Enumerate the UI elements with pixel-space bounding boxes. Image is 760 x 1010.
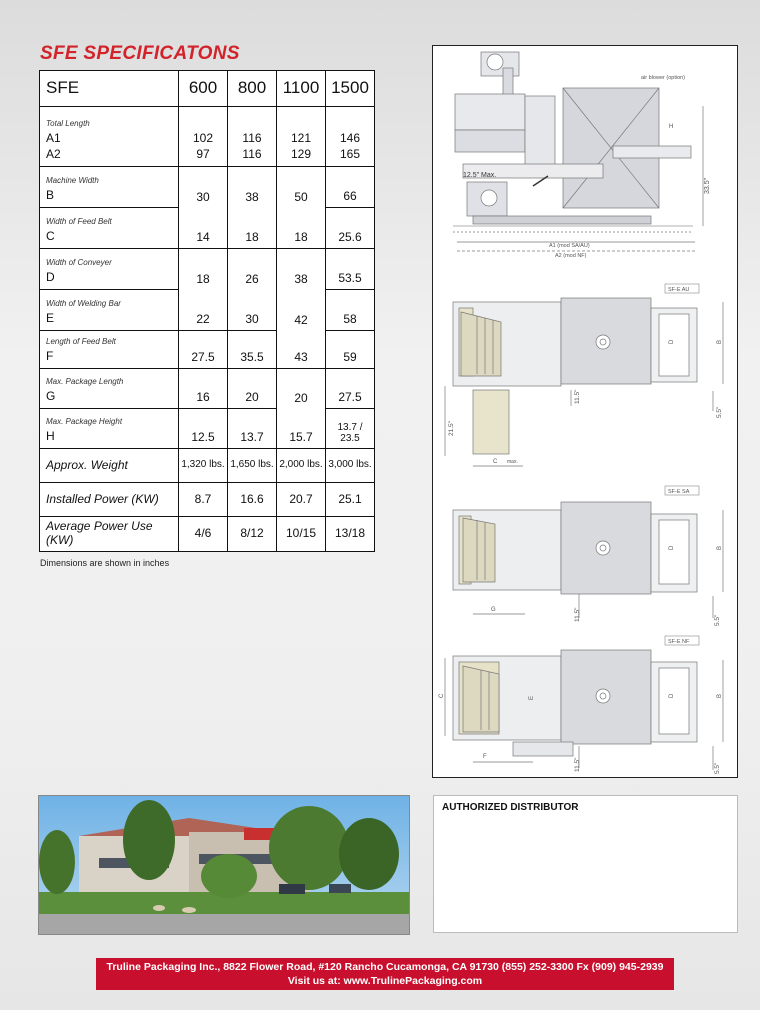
cell: 16	[179, 369, 228, 409]
header-1500: 1500	[326, 71, 375, 107]
nf-f-label: F	[483, 754, 487, 760]
spec-row-width	[40, 167, 375, 208]
sa-model-tag: SF-E SA	[668, 489, 690, 495]
cell: 102 97	[179, 107, 228, 167]
row-sub: Max. Package Height	[46, 417, 123, 426]
spec-header-row	[40, 71, 375, 107]
cell: 22	[179, 290, 228, 331]
au-11-5-label: 11.5"	[574, 389, 581, 404]
row-label: Approx. Weight	[40, 449, 179, 483]
au-max-label: max.	[507, 459, 518, 465]
row-sub: Width of Conveyer	[46, 258, 112, 267]
row-label: Installed Power (KW)	[40, 483, 179, 517]
cell: 14	[179, 208, 228, 249]
row-label	[40, 409, 179, 449]
au-b-label: B	[717, 339, 723, 344]
cell: 27.5	[326, 369, 375, 409]
cell: 4/6	[179, 517, 228, 552]
sa-5-5-label: 5.5"	[714, 614, 721, 626]
row-letter: A1	[46, 131, 61, 145]
spec-row-length	[40, 107, 375, 167]
header-model: SFE	[40, 71, 179, 107]
cell: 16.6	[228, 483, 277, 517]
row-letter: H	[46, 429, 55, 443]
row-sub: Width of Welding Bar	[46, 299, 121, 308]
row-label	[40, 167, 179, 208]
au-model-tag: SF-E AU	[668, 287, 690, 293]
machine-drawings	[433, 46, 739, 779]
row-letter: G	[46, 389, 56, 403]
cell: 116 116	[228, 107, 277, 167]
cell: 25.6	[326, 208, 375, 249]
height-dimension-label: 33.5"	[704, 177, 711, 194]
footer-bar	[96, 958, 674, 990]
air-blower-label: air blower (option)	[641, 75, 686, 81]
cell: 1,650 lbs.	[228, 449, 277, 483]
row-letter: F	[46, 349, 54, 363]
cell: 25.1	[326, 483, 375, 517]
spec-row-feed-belt-width	[40, 208, 375, 249]
sa-g-label: G	[491, 607, 496, 613]
sa-d-label: D	[669, 545, 675, 550]
sa-plan-drawing	[453, 502, 723, 618]
spec-row-average-power	[40, 517, 375, 552]
nf-d-label: D	[669, 693, 675, 698]
cell: 43	[277, 331, 326, 369]
cell: 8/12	[228, 517, 277, 552]
cell: 27.5	[179, 331, 228, 369]
cell: 2,000 lbs.	[277, 449, 326, 483]
footer-address: Truline Packaging Inc., 8822 Flower Road, #120 Rancho Cucamonga, CA 91730 (855) 252-3300 Fx (909) 945-2939	[106, 961, 664, 973]
page-title: SFE SPECIFICATONS	[40, 43, 240, 64]
building-photo	[38, 795, 410, 935]
row-sub: Length of Feed Belt	[46, 337, 116, 346]
spec-row-package-length	[40, 369, 375, 409]
cell: 50	[277, 167, 326, 208]
nf-b-label: B	[717, 693, 723, 698]
row-sub: Total Length	[46, 119, 90, 128]
row-label: Average Power Use (KW)	[40, 517, 179, 552]
cell: 35.5	[228, 331, 277, 369]
cell: 13.7 / 23.5	[326, 409, 375, 449]
row-label	[40, 290, 179, 331]
cell: 38	[277, 249, 326, 290]
cell: 30	[228, 290, 277, 331]
cell: 42	[277, 290, 326, 331]
spec-row-installed-power	[40, 483, 375, 517]
cell: 3,000 lbs.	[326, 449, 375, 483]
cell: 18	[228, 208, 277, 249]
row-sub: Width of Feed Belt	[46, 217, 112, 226]
row-letter: C	[46, 229, 55, 243]
cell: 20	[228, 369, 277, 409]
cell: 20.7	[277, 483, 326, 517]
nf-plan-drawing	[445, 650, 723, 770]
spec-table-container	[39, 70, 374, 552]
office-building-image	[39, 796, 410, 935]
dimensions-note: Dimensions are shown in inches	[40, 558, 170, 568]
spec-table	[39, 70, 375, 552]
row-letter: E	[46, 311, 55, 325]
distributor-box	[433, 795, 738, 933]
cell: 8.7	[179, 483, 228, 517]
cell: 146 165	[326, 107, 375, 167]
nf-11-5-label: 11.5"	[574, 757, 581, 772]
cell: 30	[179, 167, 228, 208]
cell: 15.7	[277, 409, 326, 449]
cell: 26	[228, 249, 277, 290]
cell: 18	[277, 208, 326, 249]
spec-row-feed-belt-length	[40, 331, 375, 369]
row-label	[40, 369, 179, 409]
distributor-title: AUTHORIZED DISTRIBUTOR	[442, 802, 579, 813]
spec-row-conveyer-width	[40, 249, 375, 290]
cell: 121 129	[277, 107, 326, 167]
au-5-5-label: 5.5"	[716, 406, 723, 418]
header-800: 800	[228, 71, 277, 107]
header-1100: 1100	[277, 71, 326, 107]
a2-dimension-label: A2 (mod NF)	[555, 253, 587, 259]
cell: 38	[228, 167, 277, 208]
side-elevation-drawing	[453, 52, 703, 251]
nf-model-tag: SF-E NF	[668, 639, 690, 645]
row-letter: B	[46, 188, 55, 202]
spec-row-package-height	[40, 409, 375, 449]
au-c-label: C	[493, 459, 498, 465]
footer-website[interactable]: Visit us at: www.TrulinePackaging.com	[287, 975, 483, 987]
au-21-5-label: 21.5"	[448, 421, 455, 436]
h-dimension-label: H	[669, 124, 674, 130]
row-label	[40, 107, 179, 167]
nf-e-label: E	[529, 695, 535, 700]
row-sub: Machine Width	[46, 176, 99, 185]
cell: 20	[277, 369, 326, 409]
row-label	[40, 208, 179, 249]
au-d-label: D	[669, 339, 675, 344]
cell: 59	[326, 331, 375, 369]
nf-5-5-label: 5.5"	[714, 762, 721, 774]
row-letter: A2	[46, 147, 61, 161]
au-plan-drawing	[445, 298, 723, 466]
row-sub: Max. Package Length	[46, 377, 124, 386]
cell: 66	[326, 167, 375, 208]
cell: 1,320 lbs.	[179, 449, 228, 483]
max-height-label: 12.5" Max.	[463, 172, 497, 179]
row-label	[40, 249, 179, 290]
row-letter: D	[46, 270, 55, 284]
drawings-panel	[432, 45, 738, 778]
cell: 10/15	[277, 517, 326, 552]
a1-dimension-label: A1 (mod SA/AU)	[549, 243, 590, 249]
header-600: 600	[179, 71, 228, 107]
cell: 13.7	[228, 409, 277, 449]
sa-b-label: B	[717, 545, 723, 550]
cell: 53.5	[326, 249, 375, 290]
spec-row-weight	[40, 449, 375, 483]
cell: 12.5	[179, 409, 228, 449]
sa-11-5-label: 11.5"	[574, 607, 581, 622]
cell: 13/18	[326, 517, 375, 552]
cell: 58	[326, 290, 375, 331]
nf-c-label: C	[439, 693, 445, 698]
cell: 18	[179, 249, 228, 290]
spec-row-welding-bar-width	[40, 290, 375, 331]
row-label	[40, 331, 179, 369]
